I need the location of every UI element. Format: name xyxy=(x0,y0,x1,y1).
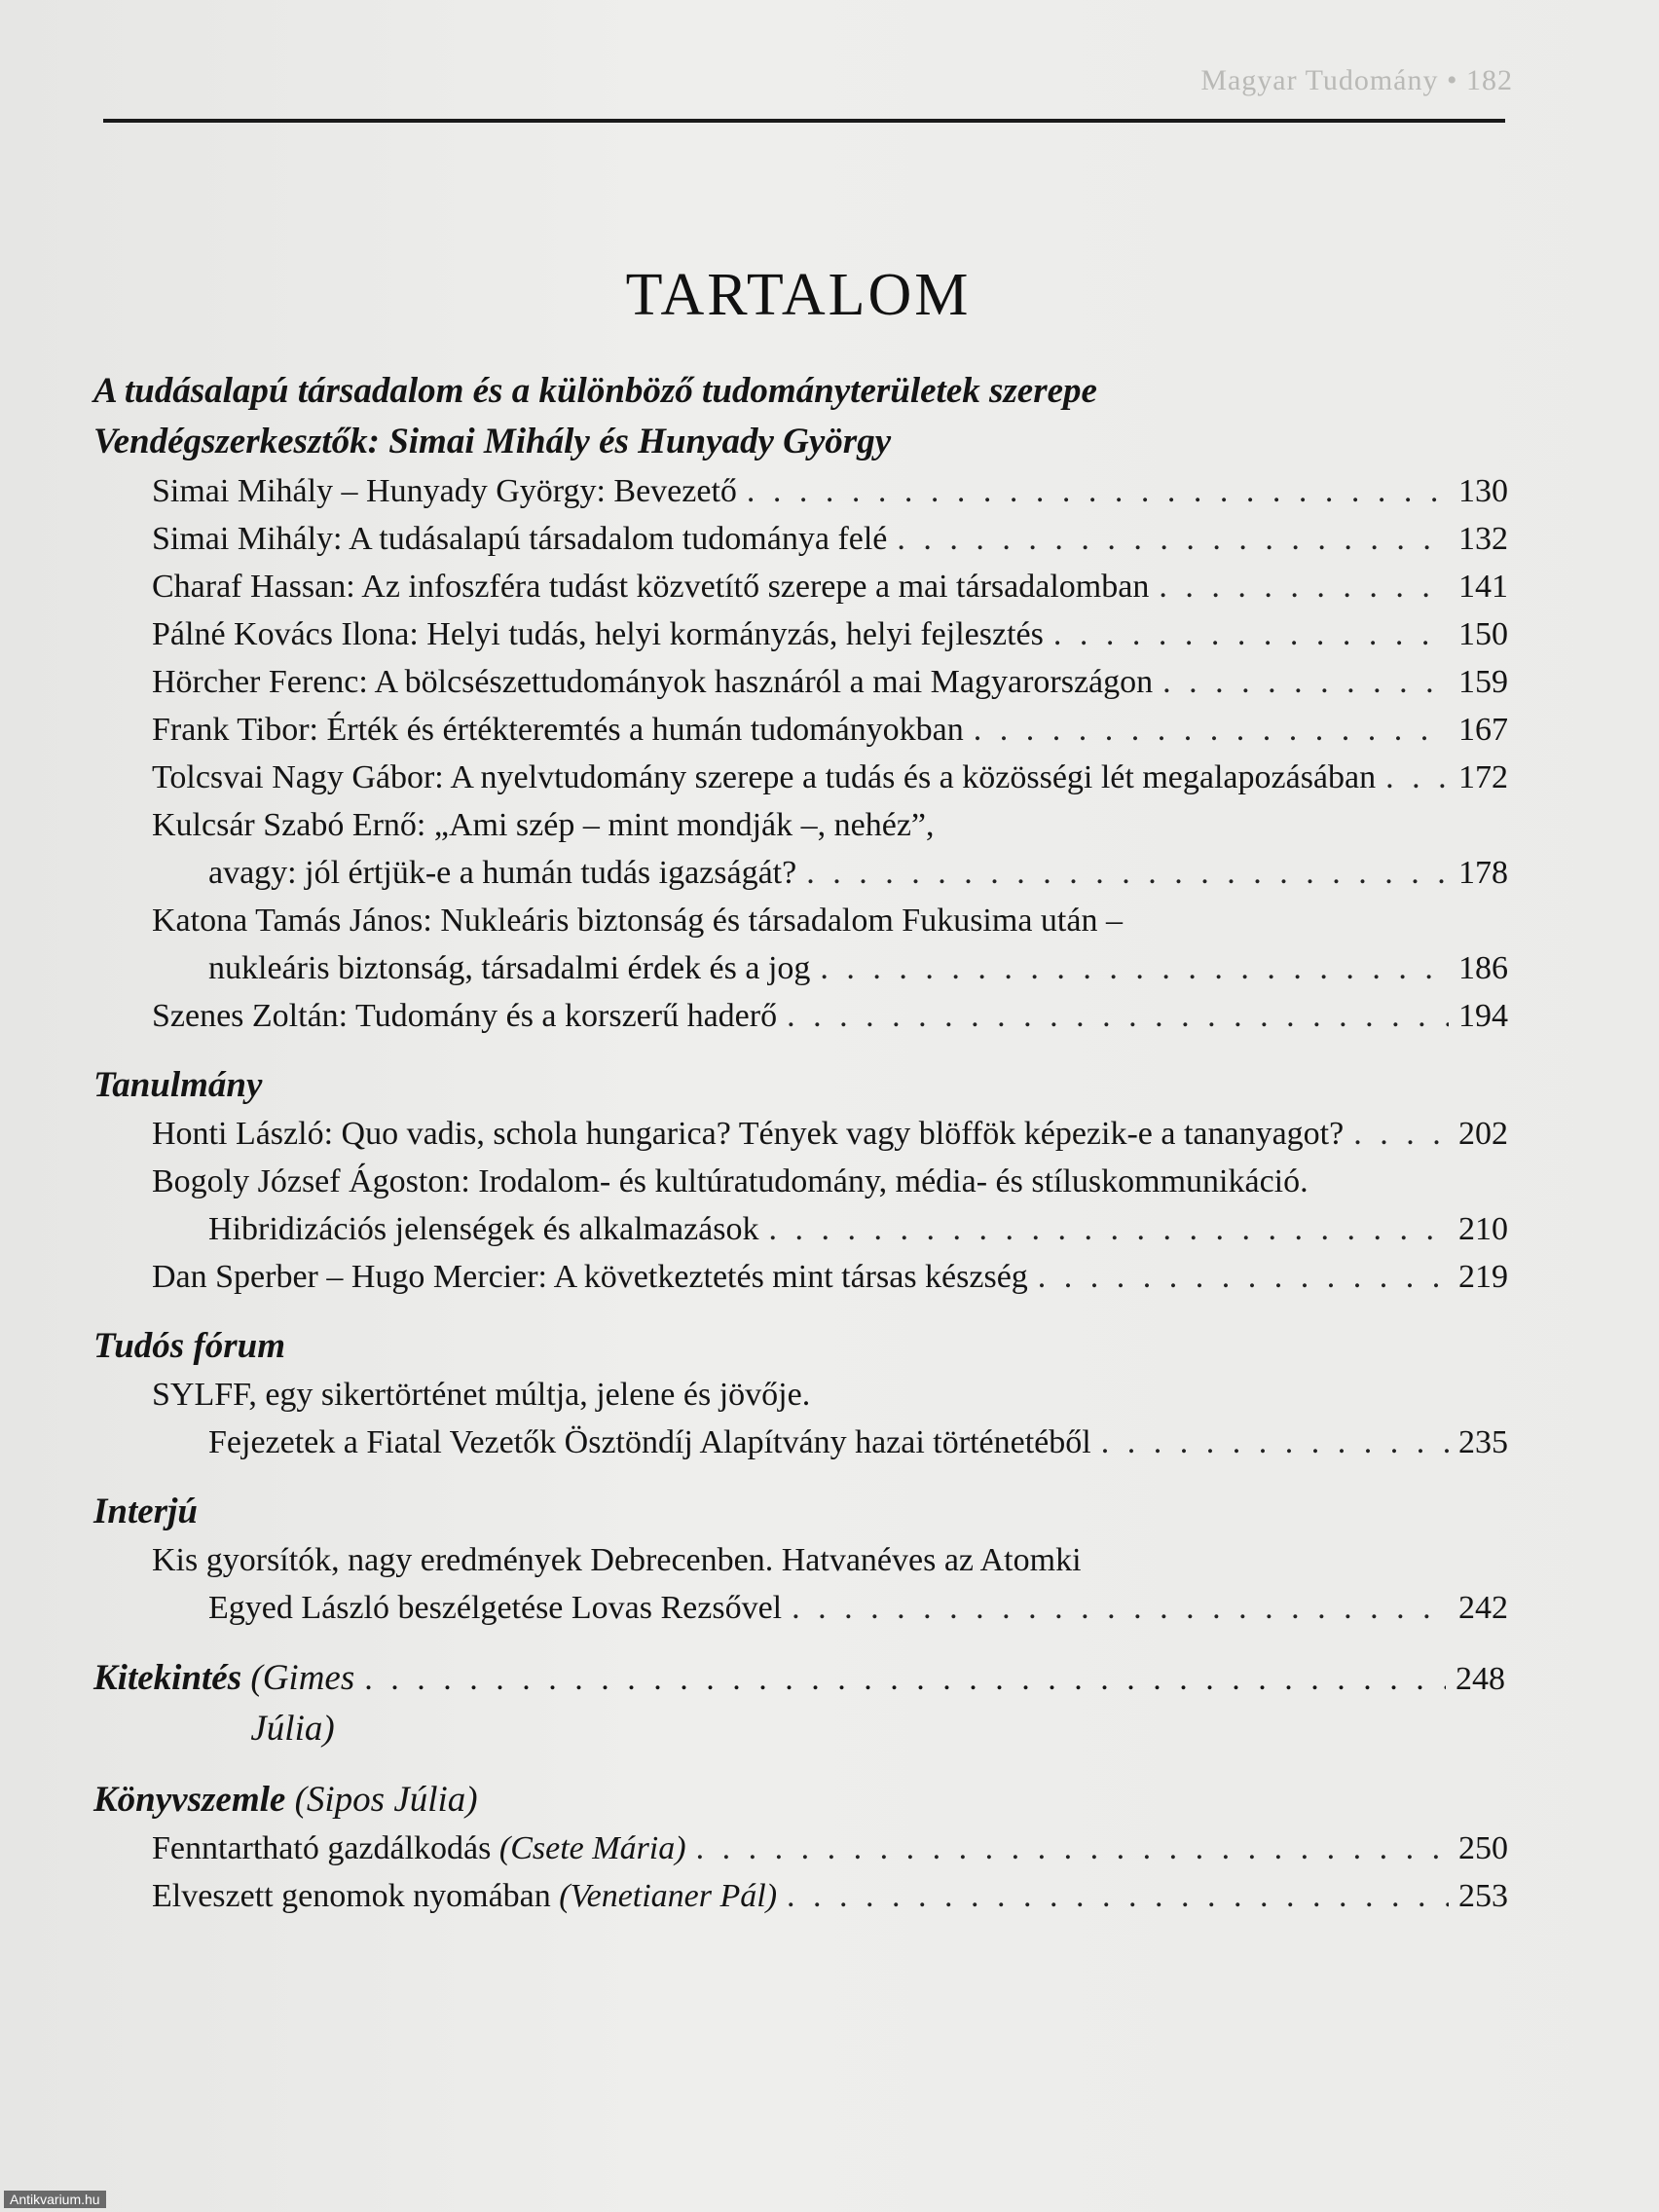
toc-entry-kitekintes[interactable] xyxy=(93,1653,1505,1754)
section-thematic xyxy=(93,366,1508,1040)
page-number: 178 xyxy=(1458,855,1508,891)
page-number: 150 xyxy=(1458,616,1508,652)
toc-entry-continuation[interactable] xyxy=(93,849,1508,897)
section-heading: Interjú xyxy=(93,1492,198,1531)
dot-leader xyxy=(364,1654,1446,1705)
entry-reviewer: (Venetianer Pál) xyxy=(559,1878,778,1914)
toc-entry[interactable] xyxy=(93,992,1508,1040)
entry-subtitle: Hibridizációs jelenségek és alkalmazások xyxy=(208,1211,759,1247)
dot-leader xyxy=(747,467,1449,515)
entry-title: Simai Mihály – Hunyady György: Bevezető xyxy=(152,473,737,509)
toc-entry[interactable] xyxy=(93,706,1508,754)
dot-leader xyxy=(1385,754,1449,801)
dot-leader xyxy=(1159,563,1449,610)
page-number: 172 xyxy=(1458,759,1508,795)
page-number: 194 xyxy=(1458,998,1508,1034)
entry-title: Tolcsvai Nagy Gábor: A nyelvtudomány szerepe a tudás és a közösségi lét megalapozásában xyxy=(152,759,1377,795)
entry-title: Kis gyorsítók, nagy eredmények Debrecenben. Hatvanéves az Atomki xyxy=(152,1542,1082,1578)
toc-entry-first-line[interactable] xyxy=(93,1371,1505,1419)
dot-leader xyxy=(974,706,1449,754)
page-number: 253 xyxy=(1458,1878,1508,1914)
running-head: Magyar Tudomány • 182 xyxy=(1200,64,1513,96)
page-number: 186 xyxy=(1458,950,1508,986)
toc-entry-continuation[interactable] xyxy=(93,1205,1508,1253)
entry-title: Simai Mihály: A tudásalapú társadalom tudománya felé xyxy=(152,521,888,557)
entry-title: Frank Tibor: Érték és értékteremtés a humán tudományokban xyxy=(152,712,964,748)
section-tudos-forum xyxy=(93,1322,1508,1466)
toc-entry-first-line[interactable] xyxy=(93,897,1505,944)
toc-entry[interactable] xyxy=(93,1825,1508,1872)
entry-title: Kulcsár Szabó Ernő: „Ami szép – mint mondják –, nehéz”, xyxy=(152,807,935,843)
dot-leader xyxy=(806,849,1449,897)
page-number: 132 xyxy=(1458,521,1508,557)
entry-subtitle: nukleáris biztonság, társadalmi érdek és a jog xyxy=(208,950,811,986)
thematic-heading: A tudásalapú társadalom és a különböző tudományterületek szerepe xyxy=(93,371,1097,411)
dot-leader xyxy=(1353,1110,1449,1158)
entry-reviewer: (Csete Mária) xyxy=(498,1830,686,1866)
dot-leader xyxy=(792,1584,1449,1632)
dot-leader xyxy=(820,944,1449,992)
entry-title: Pálné Kovács Ilona: Helyi tudás, helyi kormányzás, helyi fejlesztés xyxy=(152,616,1044,652)
page-number: 219 xyxy=(1458,1259,1508,1295)
section-interju xyxy=(93,1488,1508,1632)
page-number: 130 xyxy=(1458,473,1508,509)
entry-subtitle: Fejezetek a Fiatal Vezetők Ösztöndíj Alapítvány hazai történetéből xyxy=(208,1424,1091,1460)
dot-leader xyxy=(1101,1419,1449,1466)
section-heading: Könyvszemle xyxy=(93,1780,286,1820)
page-number: 167 xyxy=(1458,712,1508,748)
dot-leader xyxy=(1053,610,1449,658)
entry-title: Szenes Zoltán: Tudomány és a korszerű haderő xyxy=(152,998,778,1034)
entry-title: SYLFF, egy sikertörténet múltja, jelene és jövője. xyxy=(152,1377,811,1413)
toc-entry[interactable] xyxy=(93,467,1508,515)
section-tanulmany xyxy=(93,1061,1508,1301)
guest-editors: Vendégszerkesztők: Simai Mihály és Hunyady György xyxy=(93,422,892,461)
dot-leader xyxy=(897,515,1449,563)
entry-subtitle: avagy: jól értjük-e a humán tudás igazságát? xyxy=(208,855,797,891)
toc-entry-first-line[interactable] xyxy=(93,1158,1505,1205)
toc-entry[interactable] xyxy=(93,515,1508,563)
entry-title-wrap xyxy=(152,1872,777,1920)
toc-entry-continuation[interactable] xyxy=(93,1584,1508,1632)
entry-title: Dan Sperber – Hugo Mercier: A következtetés mint társas készség xyxy=(152,1259,1028,1295)
dot-leader xyxy=(787,1872,1449,1920)
section-heading: Tudós fórum xyxy=(93,1326,286,1366)
page-title: TARTALOM xyxy=(625,262,972,328)
page-number: 210 xyxy=(1458,1211,1508,1247)
page-number: 159 xyxy=(1458,664,1508,700)
entry-title: Hörcher Ferenc: A bölcsészettudományok hasznáról a mai Magyarországon xyxy=(152,664,1154,700)
section-konyvszemle xyxy=(93,1776,1508,1920)
toc-entry-continuation[interactable] xyxy=(93,1419,1508,1466)
table-of-contents xyxy=(93,366,1508,1920)
dot-leader xyxy=(787,992,1449,1040)
page-number: 248 xyxy=(1456,1661,1505,1697)
section-author: (Gimes Júlia) xyxy=(250,1658,355,1749)
entry-title-wrap xyxy=(152,1825,686,1872)
entry-title: Bogoly József Ágoston: Irodalom- és kultúratudomány, média- és stíluskommunikáció. xyxy=(152,1163,1309,1199)
dot-leader xyxy=(696,1825,1449,1872)
toc-entry[interactable] xyxy=(93,1110,1508,1158)
toc-entry[interactable] xyxy=(93,658,1508,706)
dot-leader xyxy=(1162,658,1449,706)
section-kitekintes xyxy=(93,1653,1505,1754)
section-heading-line xyxy=(93,1776,1505,1825)
dot-leader xyxy=(769,1205,1450,1253)
toc-entry[interactable] xyxy=(93,563,1508,610)
page-number: 235 xyxy=(1458,1424,1508,1460)
toc-entry-first-line[interactable] xyxy=(93,801,1505,849)
page-number: 141 xyxy=(1458,569,1508,605)
entry-title: Katona Tamás János: Nukleáris biztonság és társadalom Fukusima után – xyxy=(152,903,1123,939)
toc-entry[interactable] xyxy=(93,1253,1508,1301)
toc-entry[interactable] xyxy=(93,610,1508,658)
toc-entry[interactable] xyxy=(93,1872,1508,1920)
section-author: (Sipos Júlia) xyxy=(294,1780,478,1820)
watermark-label: Antikvarium.hu xyxy=(4,2191,106,2208)
entry-title: Elveszett genomok nyomában xyxy=(152,1878,551,1914)
entry-title: Fenntartható gazdálkodás xyxy=(152,1830,492,1866)
page-number: 202 xyxy=(1458,1116,1508,1152)
dot-leader xyxy=(1038,1253,1449,1301)
entry-subtitle: Egyed László beszélgetése Lovas Rezsővel xyxy=(208,1590,783,1626)
toc-entry[interactable] xyxy=(93,754,1508,801)
page-number: 242 xyxy=(1458,1590,1508,1626)
header-rule xyxy=(103,119,1505,123)
entry-title: Honti László: Quo vadis, schola hungarica? Tények vagy blöffök képezik-e a tananyagot? xyxy=(152,1116,1345,1152)
entry-title: Charaf Hassan: Az infoszféra tudást közvetítő szerepe a mai társadalomban xyxy=(152,569,1150,605)
toc-entry-continuation[interactable] xyxy=(93,944,1508,992)
page-number: 250 xyxy=(1458,1830,1508,1866)
toc-entry-first-line[interactable] xyxy=(93,1536,1505,1584)
section-heading: Tanulmány xyxy=(93,1065,263,1105)
section-heading: Kitekintés xyxy=(93,1658,242,1698)
